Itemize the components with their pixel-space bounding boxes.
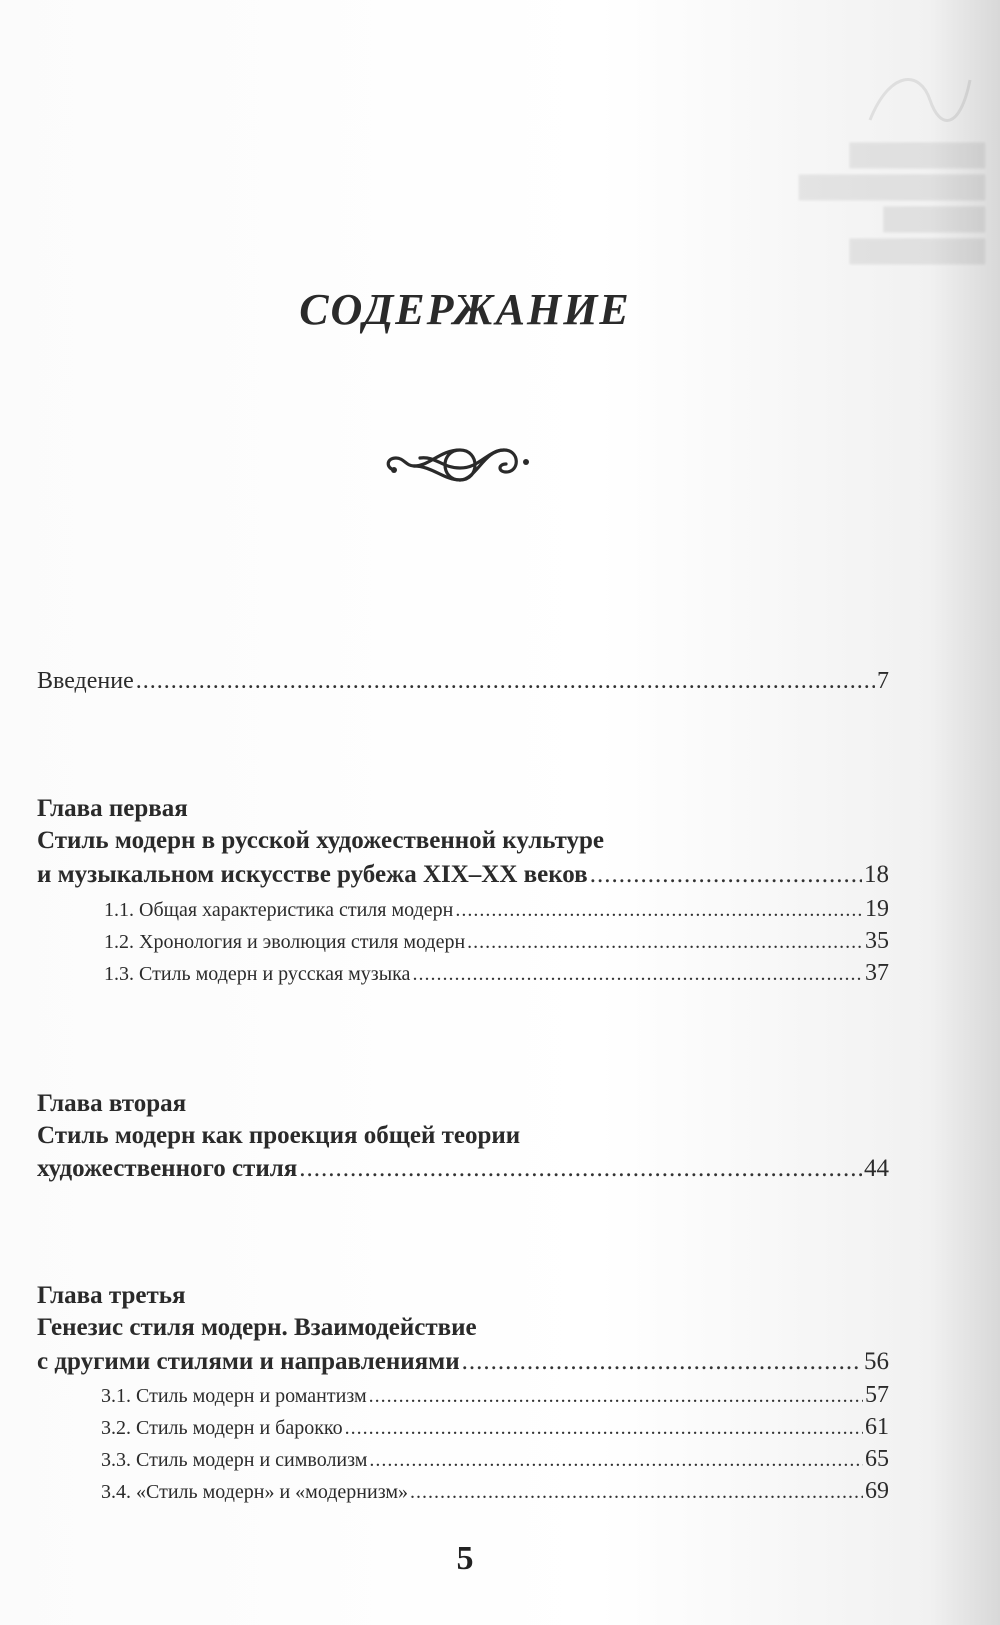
toc-entry-chapter2[interactable] (37, 1155, 889, 1183)
toc-entry-chapter3[interactable] (37, 1348, 889, 1376)
toc-page-number: 56 (864, 1348, 889, 1375)
dot-leader (590, 861, 862, 889)
chapter3-title-line1: Генезис стиля модерн. Взаимодействие (37, 1314, 477, 1341)
toc-entry-section-1-2[interactable] (104, 928, 889, 955)
page-title: СОДЕРЖАНИЕ (299, 285, 631, 334)
chapter1-title-line1: Стиль модерн в русской художественной культуре (37, 827, 604, 854)
dot-leader (136, 668, 875, 695)
dot-leader (369, 1449, 863, 1472)
show-through-text: ████████ ███████████ ██████ ████████ (798, 143, 985, 265)
dot-leader (455, 899, 863, 922)
dot-leader (299, 1155, 862, 1183)
toc-entry-label: 1.3. Стиль модерн и русская музыка (104, 963, 411, 985)
toc-entry-section-3-3[interactable] (101, 1446, 889, 1473)
toc-entry-label: 3.1. Стиль модерн и романтизм (101, 1385, 367, 1407)
toc-page-number: 44 (864, 1155, 889, 1182)
dot-leader (462, 1348, 862, 1376)
toc-page-number: 18 (864, 861, 889, 888)
toc-entry-label: с другими стилями и направлениями (37, 1348, 460, 1375)
chapter2-heading: Глава вторая (37, 1090, 187, 1117)
dot-leader (467, 931, 863, 954)
flourish-ornament-icon (380, 442, 540, 488)
show-through-flourish (860, 60, 980, 140)
toc-page-number: 19 (865, 896, 889, 922)
toc-entry-label: 3.2. Стиль модерн и барокко (101, 1417, 343, 1439)
dot-leader (410, 1481, 863, 1504)
toc-entry-section-1-1[interactable] (104, 896, 889, 923)
toc-entry-label: 3.4. «Стиль модерн» и «модернизм» (101, 1481, 408, 1503)
toc-page-number: 35 (865, 928, 889, 954)
page-number: 5 (456, 1540, 474, 1577)
toc-entry-section-3-1[interactable] (101, 1382, 889, 1409)
dot-leader (412, 963, 863, 986)
toc-page-number: 57 (865, 1382, 889, 1408)
dot-leader (369, 1385, 863, 1408)
dot-leader (345, 1417, 863, 1440)
chapter1-heading: Глава первая (37, 795, 188, 822)
toc-entry-chapter1[interactable] (37, 861, 889, 889)
toc-entry-label: 1.2. Хронология и эволюция стиля модерн (104, 931, 466, 953)
toc-entry-introduction[interactable] (37, 668, 889, 695)
toc-entry-section-1-3[interactable] (104, 960, 889, 987)
toc-entry-label: и музыкальном искусстве рубежа XIX–XX веков (37, 861, 588, 888)
toc-entry-label: художественного стиля (37, 1155, 298, 1182)
toc-entry-label: Введение (37, 668, 134, 694)
toc-entry-label: 1.1. Общая характеристика стиля модерн (104, 899, 454, 921)
toc-page-number: 37 (865, 960, 889, 986)
toc-page-number: 61 (865, 1414, 889, 1440)
toc-entry-label: 3.3. Стиль модерн и символизм (101, 1449, 368, 1471)
toc-entry-section-3-2[interactable] (101, 1414, 889, 1441)
toc-entry-section-3-4[interactable] (101, 1478, 889, 1505)
chapter3-heading: Глава третья (37, 1282, 186, 1309)
toc-page-number: 69 (865, 1478, 889, 1504)
chapter2-title-line1: Стиль модерн как проекция общей теории (37, 1122, 521, 1149)
toc-page-number: 7 (877, 668, 889, 694)
toc-page-number: 65 (865, 1446, 889, 1472)
